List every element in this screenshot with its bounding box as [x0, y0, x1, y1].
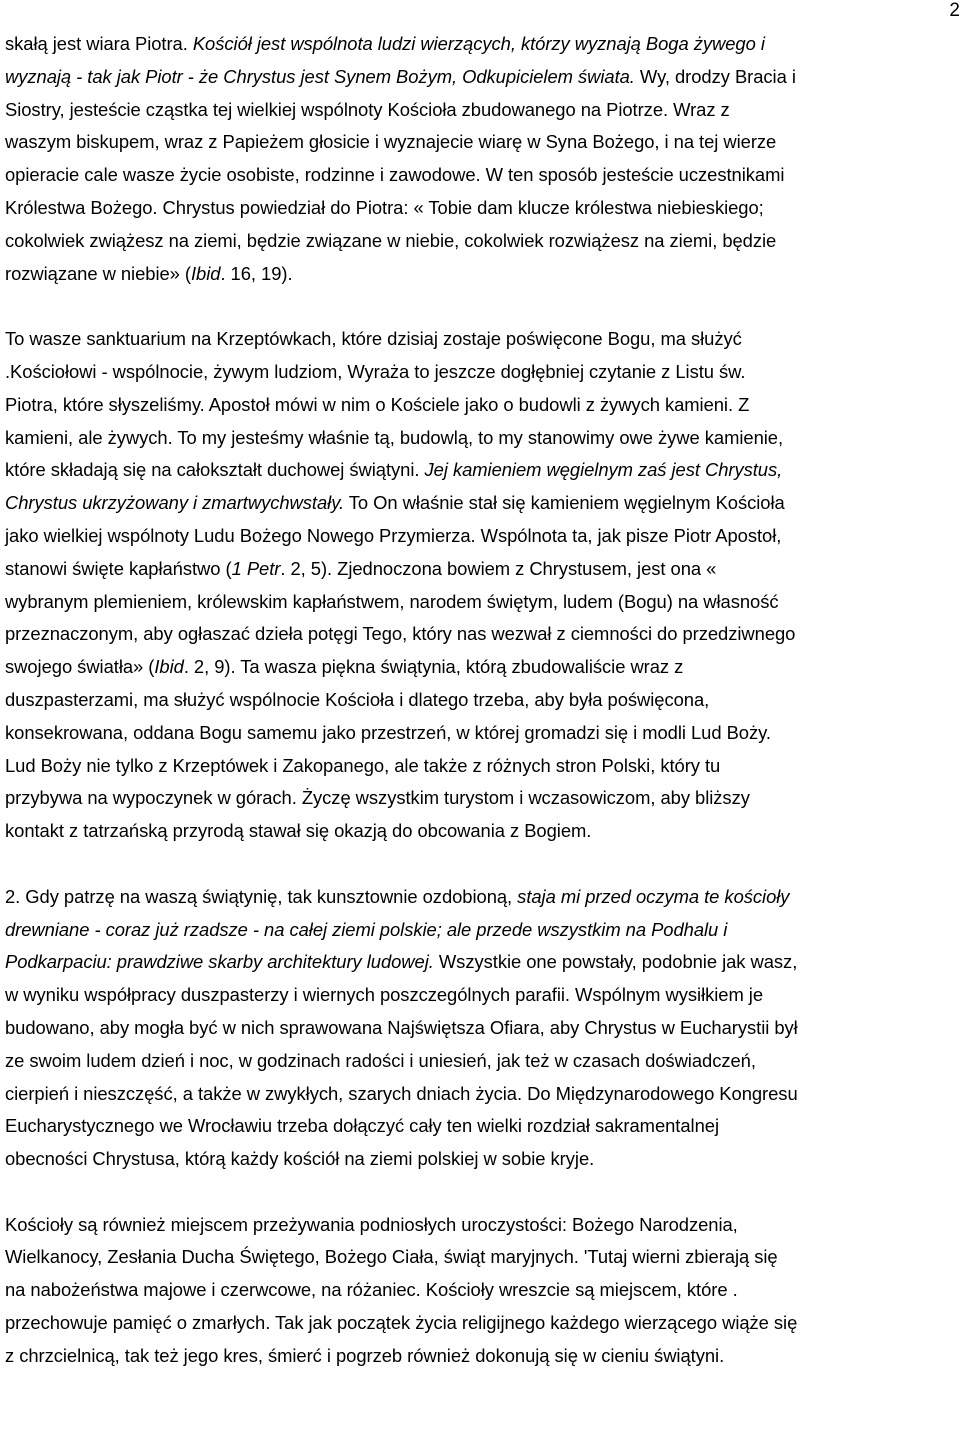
text-line: [5, 61, 960, 94]
page-number: 2: [949, 0, 960, 21]
text-segment: ze swoim ludem dzień i noc, w godzinach radości i uniesień, jak też w czasach doświadczeń,: [5, 1049, 756, 1071]
text-segment: stanowi święte kapłaństwo (: [5, 557, 232, 579]
text-segment: które składają się na całokształt duchowej świątyni.: [5, 459, 425, 481]
text-segment: jako wielkiej wspólnoty Ludu Bożego Nowego Przymierza. Wspólnota ta, jak pisze Piotr Apostoł,: [5, 524, 782, 546]
text-line: [5, 553, 960, 586]
italic-text: Ibid: [190, 262, 221, 284]
text-segment: To wasze sanktuarium na Krzeptówkach, które dzisiaj zostaje poświęcone Bogu, ma służyć: [5, 328, 742, 350]
paragraph: [5, 28, 960, 290]
text-line: [5, 389, 960, 422]
text-line: [5, 750, 960, 783]
text-line: [5, 1110, 960, 1143]
text-line: [5, 946, 960, 979]
text-segment: waszym biskupem, wraz z Papieżem głosicie i wyznajecie wiarę w Syna Bożego, i na tej wierze: [5, 131, 777, 153]
italic-text: wyznają - tak jak Piotr - że Chrystus jest Synem Bożym, Odkupicielem świata.: [5, 65, 635, 87]
text-segment: cierpień i nieszczęść, a także w zwykłych, szarych dniach życia. Do Międzynarodowego Kongresu: [5, 1082, 798, 1104]
text-segment: To On właśnie stał się kamieniem węgielnym Kościoła: [344, 492, 785, 514]
text-line: [5, 782, 960, 815]
text-line: [5, 422, 960, 455]
document-body: [5, 28, 960, 1373]
text-segment: rozwiązane w niebie» (: [5, 262, 191, 284]
text-line: [5, 1209, 960, 1242]
text-line: [5, 1241, 960, 1274]
text-segment: .Kościołowi - wspólnocie, żywym ludziom, Wyraża to jeszcze dogłębniej czytanie z Listu św.: [5, 360, 746, 382]
text-segment: na nabożeństwa majowe i czerwcowe, na różaniec. Kościoły wreszcie są miejscem, które .: [5, 1279, 738, 1301]
text-line: [5, 454, 960, 487]
text-segment: skałą jest wiara Piotra.: [5, 33, 193, 54]
text-segment: przechowuje pamięć o zmarłych. Tak jak początek życia religijnego każdego wierzącego wiąże się: [5, 1312, 798, 1334]
text-segment: przybywa na wypoczynek w górach. Życzę wszystkim turystom i wczasowiczom, aby bliższy: [5, 787, 750, 809]
text-line: [5, 94, 960, 127]
text-line: [5, 1340, 960, 1373]
text-line: [5, 684, 960, 717]
text-line: [5, 1012, 960, 1045]
text-segment: kontakt z tatrzańską przyrodą stawał się okazją do obcowania z Bogiem.: [5, 820, 592, 842]
text-line: [5, 979, 960, 1012]
text-segment: cokolwiek zwiążesz na ziemi, będzie związane w niebie, cokolwiek rozwiążesz na ziemi, będzie: [5, 229, 777, 251]
italic-text: Ibid: [154, 656, 184, 678]
text-line: [5, 618, 960, 651]
text-line: [5, 487, 960, 520]
text-segment: . 16, 19).: [220, 262, 293, 284]
text-segment: opieracie cale wasze życie osobiste, rodzinne i zawodowe. W ten sposób jesteście uczestnikami: [5, 164, 785, 186]
text-segment: budowano, aby mogła być w nich sprawowana Najświętsza Ofiara, aby Chrystus w Eucharystii był: [5, 1016, 798, 1038]
text-line: [5, 323, 960, 356]
text-segment: . 2, 5). Zjednoczona bowiem z Chrystusem, jest ona «: [280, 557, 717, 579]
italic-text: Podkarpaciu: prawdziwe skarby architektury ludowej.: [5, 951, 434, 973]
italic-text: Kościół jest wspólnota ludzi wierzących, którzy wyznają Boga żywego i: [192, 33, 765, 54]
text-line: [5, 159, 960, 192]
text-segment: z chrzcielnicą, tak też jego kres, śmierć i pogrzeb również dokonują się w cieniu świątyni.: [5, 1344, 725, 1366]
text-segment: Królestwa Bożego. Chrystus powiedział do Piotra: « Tobie dam klucze królestwa niebieskiego;: [5, 196, 764, 218]
text-segment: Wy, drodzy Bracia i: [634, 65, 796, 87]
text-line: [5, 225, 960, 258]
text-segment: Siostry, jesteście cząstka tej wielkiej wspólnoty Kościoła zbudowanego na Piotrze. Wraz z: [5, 98, 730, 120]
text-line: [5, 717, 960, 750]
text-segment: swojego światła» (: [5, 656, 155, 678]
text-segment: Wszystkie one powstały, podobnie jak wasz,: [433, 951, 798, 973]
text-line: [5, 881, 960, 914]
text-line: [5, 520, 960, 553]
text-segment: Eucharystycznego we Wrocławiu trzeba dołączyć cały ten wielki rozdział sakramentalnej: [5, 1115, 719, 1137]
text-line: [5, 258, 960, 291]
text-line: [5, 914, 960, 947]
text-segment: obecności Chrystusa, którą każdy kościół na ziemi polskiej w sobie kryje.: [5, 1148, 595, 1170]
text-segment: kamieni, ale żywych. To my jesteśmy właśnie tą, budowlą, to my stanowimy owe żywe kamienie,: [5, 426, 784, 448]
italic-text: staja mi przed oczyma te kościoły: [517, 885, 790, 907]
text-line: [5, 1274, 960, 1307]
italic-text: 1 Petr: [231, 557, 281, 579]
paragraph: [5, 323, 960, 848]
text-segment: Wielkanocy, Zesłania Ducha Świętego, Bożego Ciała, świąt maryjnych. 'Tutaj wierni zbierają się: [5, 1246, 778, 1268]
italic-text: Chrystus ukrzyżowany i zmartwychwstały.: [5, 492, 345, 514]
text-line: [5, 28, 960, 61]
paragraph: [5, 1209, 960, 1373]
text-segment: Piotra, które słyszeliśmy. Apostoł mówi w nim o Kościele jako o budowli z żywych kamieni. Z: [5, 393, 750, 415]
text-segment: wybranym plemieniem, królewskim kapłaństwem, narodem świętym, ludem (Bogu) na własność: [5, 590, 779, 612]
text-segment: duszpasterzami, ma służyć wspólnocie Kościoła i dlatego trzeba, aby była poświęcona,: [5, 688, 710, 710]
text-segment: konsekrowana, oddana Bogu samemu jako przestrzeń, w której gromadzi się i modli Lud Boży.: [5, 721, 771, 743]
text-segment: przeznaczonym, aby ogłaszać dzieła potęgi Tego, który nas wezwał z ciemności do przedziwnego: [5, 623, 796, 645]
italic-text: drewniane - coraz już rzadsze - na całej ziemi polskie; ale przede wszystkim na Podhalu i: [5, 918, 728, 940]
text-segment: 2. Gdy patrzę na waszą świątynię, tak kunsztownie ozdobioną,: [5, 885, 518, 907]
text-line: [5, 192, 960, 225]
paragraph: [5, 881, 960, 1176]
text-line: [5, 126, 960, 159]
text-line: [5, 1143, 960, 1176]
text-line: [5, 1045, 960, 1078]
text-segment: Kościoły są również miejscem przeżywania podniosłych uroczystości: Bożego Narodzenia,: [5, 1213, 738, 1235]
text-line: [5, 1078, 960, 1111]
italic-text: Jej kamieniem węgielnym zaś jest Chrystus,: [424, 459, 783, 481]
text-line: [5, 356, 960, 389]
text-line: [5, 586, 960, 619]
text-line: [5, 651, 960, 684]
text-line: [5, 815, 960, 848]
text-segment: Lud Boży nie tylko z Krzeptówek i Zakopanego, ale także z różnych stron Polski, który tu: [5, 754, 721, 776]
text-segment: w wyniku współpracy duszpasterzy i wiernych poszczególnych parafii. Wspólnym wysiłkiem je: [5, 984, 764, 1006]
text-line: [5, 1307, 960, 1340]
text-segment: . 2, 9). Ta wasza piękna świątynia, którą zbudowaliście wraz z: [183, 656, 684, 678]
